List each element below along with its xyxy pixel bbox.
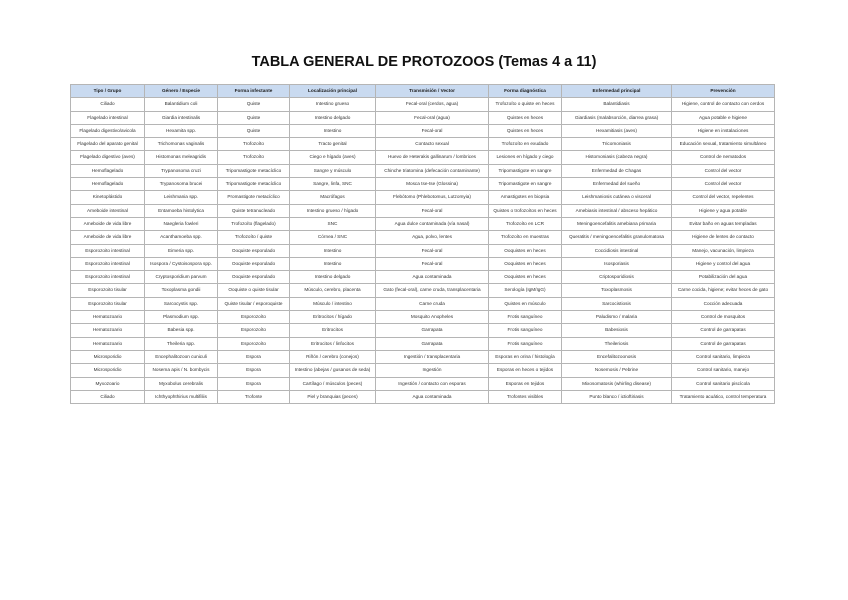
table-cell: Espora xyxy=(218,364,290,377)
table-cell: Isospora / Cystoisospora spp. xyxy=(145,257,218,270)
table-cell: Cocción adecuada xyxy=(672,297,775,310)
table-cell: Fecal-oral xyxy=(376,124,489,137)
table-cell: Naegleria fowleri xyxy=(145,217,218,230)
table-cell: Trofozoíto en muestras xyxy=(489,231,562,244)
table-cell: Espora xyxy=(218,377,290,390)
table-cell: Quiste xyxy=(218,98,290,111)
table-cell: Ooquiste esporulado xyxy=(218,271,290,284)
table-cell: Microsporidio xyxy=(71,350,145,363)
table-cell: Frotis sanguíneo xyxy=(489,324,562,337)
table-cell: Flebótomo (Phlebotomus, Lutzomyia) xyxy=(376,191,489,204)
table-cell: Ichthyophthirius multifiliis xyxy=(145,390,218,403)
table-cell: Control del vector xyxy=(672,178,775,191)
table-cell: Higiene y control del agua xyxy=(672,257,775,270)
table-row xyxy=(71,244,775,257)
table-cell: Control sanitario piscícola xyxy=(672,377,775,390)
table-cell: Enfermedad de Chagas xyxy=(562,164,672,177)
table-cell: Coccidiosis intestinal xyxy=(562,244,672,257)
table-cell: Ingestión / contacto con esporas xyxy=(376,377,489,390)
table-cell: Control del vector xyxy=(672,164,775,177)
table-cell: Hexamita spp. xyxy=(145,124,218,137)
table-cell: Queratitis / meningoencefalitis granulomatosa xyxy=(562,231,672,244)
table-cell: Flagelado digestivo (aves) xyxy=(71,151,145,164)
table-cell: Carne cruda xyxy=(376,297,489,310)
table-cell: Ciego e hígado (aves) xyxy=(290,151,376,164)
table-cell: Agua, polvo, lentes xyxy=(376,231,489,244)
table-cell: Isosporiasis xyxy=(562,257,672,270)
table-cell: Control del vector, repelentes xyxy=(672,191,775,204)
table-cell: Amastigotes en biopsia xyxy=(489,191,562,204)
table-cell: Esporas en heces o tejidos xyxy=(489,364,562,377)
table-cell: Fecal-oral (cerdos, agua) xyxy=(376,98,489,111)
table-cell: Ingestión xyxy=(376,364,489,377)
table-cell: Eritrocitos xyxy=(290,324,376,337)
table-cell: Hematozoario xyxy=(71,311,145,324)
table-cell: Chinche triatomina (defecación contaminante) xyxy=(376,164,489,177)
table-cell: Quistes en músculo xyxy=(489,297,562,310)
table-cell: Meningoencefalitis amebiana primaria xyxy=(562,217,672,230)
table-cell: Nosema apis / N. bombycis xyxy=(145,364,218,377)
table-cell: Hemoflagelado xyxy=(71,164,145,177)
table-cell: Trofozoíto xyxy=(218,138,290,151)
table-cell: Esporozoito tisular xyxy=(71,297,145,310)
table-cell: Hematozoario xyxy=(71,337,145,350)
table-cell: Trofozoíto (flagelado) xyxy=(218,217,290,230)
table-cell: Trofozoíto en LCR xyxy=(489,217,562,230)
table-cell: Intestino (abejas / gusanos de seda) xyxy=(290,364,376,377)
table-cell: Acanthamoeba spp. xyxy=(145,231,218,244)
table-cell: Lesiones en hígado y ciego xyxy=(489,151,562,164)
table-cell: Histomoniasis (cabeza negra) xyxy=(562,151,672,164)
table-row xyxy=(71,164,775,177)
table-cell: SNC xyxy=(290,217,376,230)
column-header: Tipo / Grupo xyxy=(71,85,145,98)
table-cell: Giardiasis (malabsorción, diarrea grasa) xyxy=(562,111,672,124)
table-cell: Giardia intestinalis xyxy=(145,111,218,124)
table-cell: Frotis sanguíneo xyxy=(489,337,562,350)
table-row xyxy=(71,284,775,297)
table-row xyxy=(71,377,775,390)
table-row xyxy=(71,364,775,377)
table-cell: Quiste tisular / esporoquiste xyxy=(218,297,290,310)
table-cell: Promastigote metacíclico xyxy=(218,191,290,204)
table-row xyxy=(71,151,775,164)
table-cell: Huevo de Heterakis gallinarum / lombrices xyxy=(376,151,489,164)
table-cell: Trofozoíto en exudado xyxy=(489,138,562,151)
table-row xyxy=(71,231,775,244)
table-cell: Control de mosquitos xyxy=(672,311,775,324)
column-header: Transmisión / Vector xyxy=(376,85,489,98)
table-cell: Intestino xyxy=(290,257,376,270)
column-header: Forma infectante xyxy=(218,85,290,98)
table-row xyxy=(71,350,775,363)
table-cell: Paludismo / malaria xyxy=(562,311,672,324)
table-cell: Agua contaminada xyxy=(376,390,489,403)
table-cell: Contacto sexual xyxy=(376,138,489,151)
table-cell: Control sanitario, manejo xyxy=(672,364,775,377)
table-cell: Agua potable e higiene xyxy=(672,111,775,124)
table-cell: Intestino xyxy=(290,124,376,137)
table-cell: Trypanosoma brucei xyxy=(145,178,218,191)
table-cell: Toxoplasma gondii xyxy=(145,284,218,297)
table-cell: Histomonas meleagridis xyxy=(145,151,218,164)
table-cell: Educación sexual, tratamiento simultáneo xyxy=(672,138,775,151)
table-cell: Fecal-oral xyxy=(376,244,489,257)
table-cell: Eimeria spp. xyxy=(145,244,218,257)
table-cell: Esporozoito tisular xyxy=(71,284,145,297)
table-cell: Sangre, linfa, SNC xyxy=(290,178,376,191)
table-cell: Tripomastigote metacíclico xyxy=(218,178,290,191)
table-cell: Serología (IgM/IgG) xyxy=(489,284,562,297)
table-cell: Esporas en tejidos xyxy=(489,377,562,390)
table-cell: Tripomastigote metacíclico xyxy=(218,164,290,177)
table-cell: Intestino xyxy=(290,244,376,257)
table-cell: Ameboide de vida libre xyxy=(71,231,145,244)
table-cell: Trofozoíto / quiste xyxy=(218,231,290,244)
table-cell: Quiste xyxy=(218,111,290,124)
table-cell: Higiene y agua potable xyxy=(672,204,775,217)
table-cell: Ooquistes en heces xyxy=(489,271,562,284)
table-cell: Quistes en heces xyxy=(489,111,562,124)
table-cell: Leishmania spp. xyxy=(145,191,218,204)
table-cell: Trypanosoma cruzi xyxy=(145,164,218,177)
table-cell: Esporas en orina / histología xyxy=(489,350,562,363)
table-cell: Enfermedad del sueño xyxy=(562,178,672,191)
table-cell: Plasmodium spp. xyxy=(145,311,218,324)
table-cell: Control sanitario, limpieza xyxy=(672,350,775,363)
table-cell: Riñón / cerebro (conejos) xyxy=(290,350,376,363)
table-cell: Toxoplasmosis xyxy=(562,284,672,297)
table-cell: Cartílago / músculos (peces) xyxy=(290,377,376,390)
table-cell: Theileriosis xyxy=(562,337,672,350)
table-cell: Kinetoplástido xyxy=(71,191,145,204)
table-row xyxy=(71,337,775,350)
table-cell: Trichomonas vaginalis xyxy=(145,138,218,151)
table-row xyxy=(71,271,775,284)
table-cell: Esporozoito intestinal xyxy=(71,257,145,270)
table-cell: Esporozoíto xyxy=(218,324,290,337)
table-row xyxy=(71,257,775,270)
table-cell: Ooquiste esporulado xyxy=(218,257,290,270)
table-row xyxy=(71,98,775,111)
table-cell: Ameboide de vida libre xyxy=(71,217,145,230)
table-cell: Entamoeba histolytica xyxy=(145,204,218,217)
table-cell: Balantidiasis xyxy=(562,98,672,111)
table-row xyxy=(71,191,775,204)
table-cell: Mosca tse-tse (Glossina) xyxy=(376,178,489,191)
table-cell: Esporozoito intestinal xyxy=(71,271,145,284)
table-cell: Quiste tetranucleado xyxy=(218,204,290,217)
table-cell: Encephalitozoon cuniculi xyxy=(145,350,218,363)
table-cell: Ciliado xyxy=(71,98,145,111)
table-cell: Fecal-oral xyxy=(376,204,489,217)
table-cell: Sangre y músculo xyxy=(290,164,376,177)
table-cell: Criptosporidiosis xyxy=(562,271,672,284)
table-cell: Frotis sanguíneo xyxy=(489,311,562,324)
table-cell: Punto blanco / ictioftiriasis xyxy=(562,390,672,403)
table-cell: Myxobolus cerebralis xyxy=(145,377,218,390)
table-cell: Fecal-oral (agua) xyxy=(376,111,489,124)
table-cell: Hemoflagelado xyxy=(71,178,145,191)
table-cell: Espora xyxy=(218,350,290,363)
column-header: Prevención xyxy=(672,85,775,98)
table-cell: Ooquistes en heces xyxy=(489,244,562,257)
column-header: Género / Especie xyxy=(145,85,218,98)
table-row xyxy=(71,178,775,191)
table-cell: Quistes o trofozoítos en heces xyxy=(489,204,562,217)
table-row xyxy=(71,311,775,324)
page-title: TABLA GENERAL DE PROTOZOOS (Temas 4 a 11) xyxy=(251,54,597,70)
table-cell: Intestino grueso / hígado xyxy=(290,204,376,217)
table-cell: Ingestión / transplacentaria xyxy=(376,350,489,363)
table-cell: Evitar baño en aguas templadas xyxy=(672,217,775,230)
table-cell: Myxozoario xyxy=(71,377,145,390)
table-cell: Tricomoniasis xyxy=(562,138,672,151)
table-cell: Intestino grueso xyxy=(290,98,376,111)
table-row xyxy=(71,390,775,403)
table-row xyxy=(71,111,775,124)
table-header-row xyxy=(71,85,775,98)
table-row xyxy=(71,124,775,137)
table-row xyxy=(71,138,775,151)
table-cell: Esporozoíto xyxy=(218,311,290,324)
table-cell: Ameboide intestinal xyxy=(71,204,145,217)
table-cell: Piel y branquias (peces) xyxy=(290,390,376,403)
table-cell: Tratamiento acuático, control temperatura xyxy=(672,390,775,403)
table-row xyxy=(71,297,775,310)
table-cell: Higiene en instalaciones xyxy=(672,124,775,137)
table-cell: Sarcocystis spp. xyxy=(145,297,218,310)
table-cell: Mixosomatosis (whirling disease) xyxy=(562,377,672,390)
table-row xyxy=(71,204,775,217)
table-cell: Ooquiste esporulado xyxy=(218,244,290,257)
table-cell: Carne cocida, higiene; evitar heces de gato xyxy=(672,284,775,297)
table-cell: Córnea / SNC xyxy=(290,231,376,244)
table-cell: Flagelado digestivo/avicola xyxy=(71,124,145,137)
table-cell: Garrapata xyxy=(376,337,489,350)
table-cell: Higiene de lentes de contacto xyxy=(672,231,775,244)
table-cell: Intestino delgado xyxy=(290,111,376,124)
table-cell: Ooquiste o quiste tisular xyxy=(218,284,290,297)
table-cell: Quistes en heces xyxy=(489,124,562,137)
table-cell: Eritrocitos / linfocitos xyxy=(290,337,376,350)
table-cell: Amebiasis intestinal / absceso hepático xyxy=(562,204,672,217)
table-cell: Control de garrapatas xyxy=(672,324,775,337)
table-cell: Músculo, cerebro, placenta xyxy=(290,284,376,297)
table-cell: Trofozoíto xyxy=(218,151,290,164)
table-cell: Babesiosis xyxy=(562,324,672,337)
table-cell: Mosquito Anopheles xyxy=(376,311,489,324)
table-cell: Potabilización del agua xyxy=(672,271,775,284)
table-cell: Quiste xyxy=(218,124,290,137)
table-cell: Leishmaniosis cutánea o visceral xyxy=(562,191,672,204)
table-cell: Trofonte xyxy=(218,390,290,403)
table-cell: Esporozoíto xyxy=(218,337,290,350)
table-cell: Balantidium coli xyxy=(145,98,218,111)
table-row xyxy=(71,324,775,337)
table-cell: Agua contaminada xyxy=(376,271,489,284)
table-row xyxy=(71,217,775,230)
table-cell: Control de nematodos xyxy=(672,151,775,164)
table-cell: Sarcocistiosis xyxy=(562,297,672,310)
table-body xyxy=(71,98,775,404)
table-cell: Tracto genital xyxy=(290,138,376,151)
table-cell: Higiene, control de contacto con cerdos xyxy=(672,98,775,111)
table-cell: Fecal-oral xyxy=(376,257,489,270)
column-header: Enfermedad principal xyxy=(562,85,672,98)
table-cell: Encefalitozoonosis xyxy=(562,350,672,363)
table-cell: Gato (fecal-oral), carne cruda, transplacentaria xyxy=(376,284,489,297)
table-cell: Ciliado xyxy=(71,390,145,403)
table-cell: Intestino delgado xyxy=(290,271,376,284)
column-header: Forma diagnóstica xyxy=(489,85,562,98)
table-cell: Tripomastigote en sangre xyxy=(489,164,562,177)
table-cell: Garrapata xyxy=(376,324,489,337)
protozoa-table xyxy=(70,84,775,404)
table-cell: Macrófagos xyxy=(290,191,376,204)
column-header: Localización principal xyxy=(290,85,376,98)
table-cell: Eritrocitos / hígado xyxy=(290,311,376,324)
table-cell: Flagelado intestinal xyxy=(71,111,145,124)
table-cell: Trofontes visibles xyxy=(489,390,562,403)
table-cell: Hematozoario xyxy=(71,324,145,337)
table-cell: Theileria spp. xyxy=(145,337,218,350)
table-cell: Músculo / intestino xyxy=(290,297,376,310)
table-cell: Control de garrapatas xyxy=(672,337,775,350)
table-cell: Esporozoito intestinal xyxy=(71,244,145,257)
table-cell: Cryptosporidium parvum xyxy=(145,271,218,284)
table-cell: Microsporidio xyxy=(71,364,145,377)
table-cell: Manejo, vacunación, limpieza xyxy=(672,244,775,257)
table-cell: Tripomastigote en sangre xyxy=(489,178,562,191)
table-cell: Trofozoíto o quiste en heces xyxy=(489,98,562,111)
table-cell: Ooquistes en heces xyxy=(489,257,562,270)
table-cell: Hexamitiasis (aves) xyxy=(562,124,672,137)
table-cell: Flagelado del aparato genital xyxy=(71,138,145,151)
table-cell: Agua dulce contaminada (vía nasal) xyxy=(376,217,489,230)
table-cell: Nosemosis / Pebrine xyxy=(562,364,672,377)
table-cell: Babesia spp. xyxy=(145,324,218,337)
